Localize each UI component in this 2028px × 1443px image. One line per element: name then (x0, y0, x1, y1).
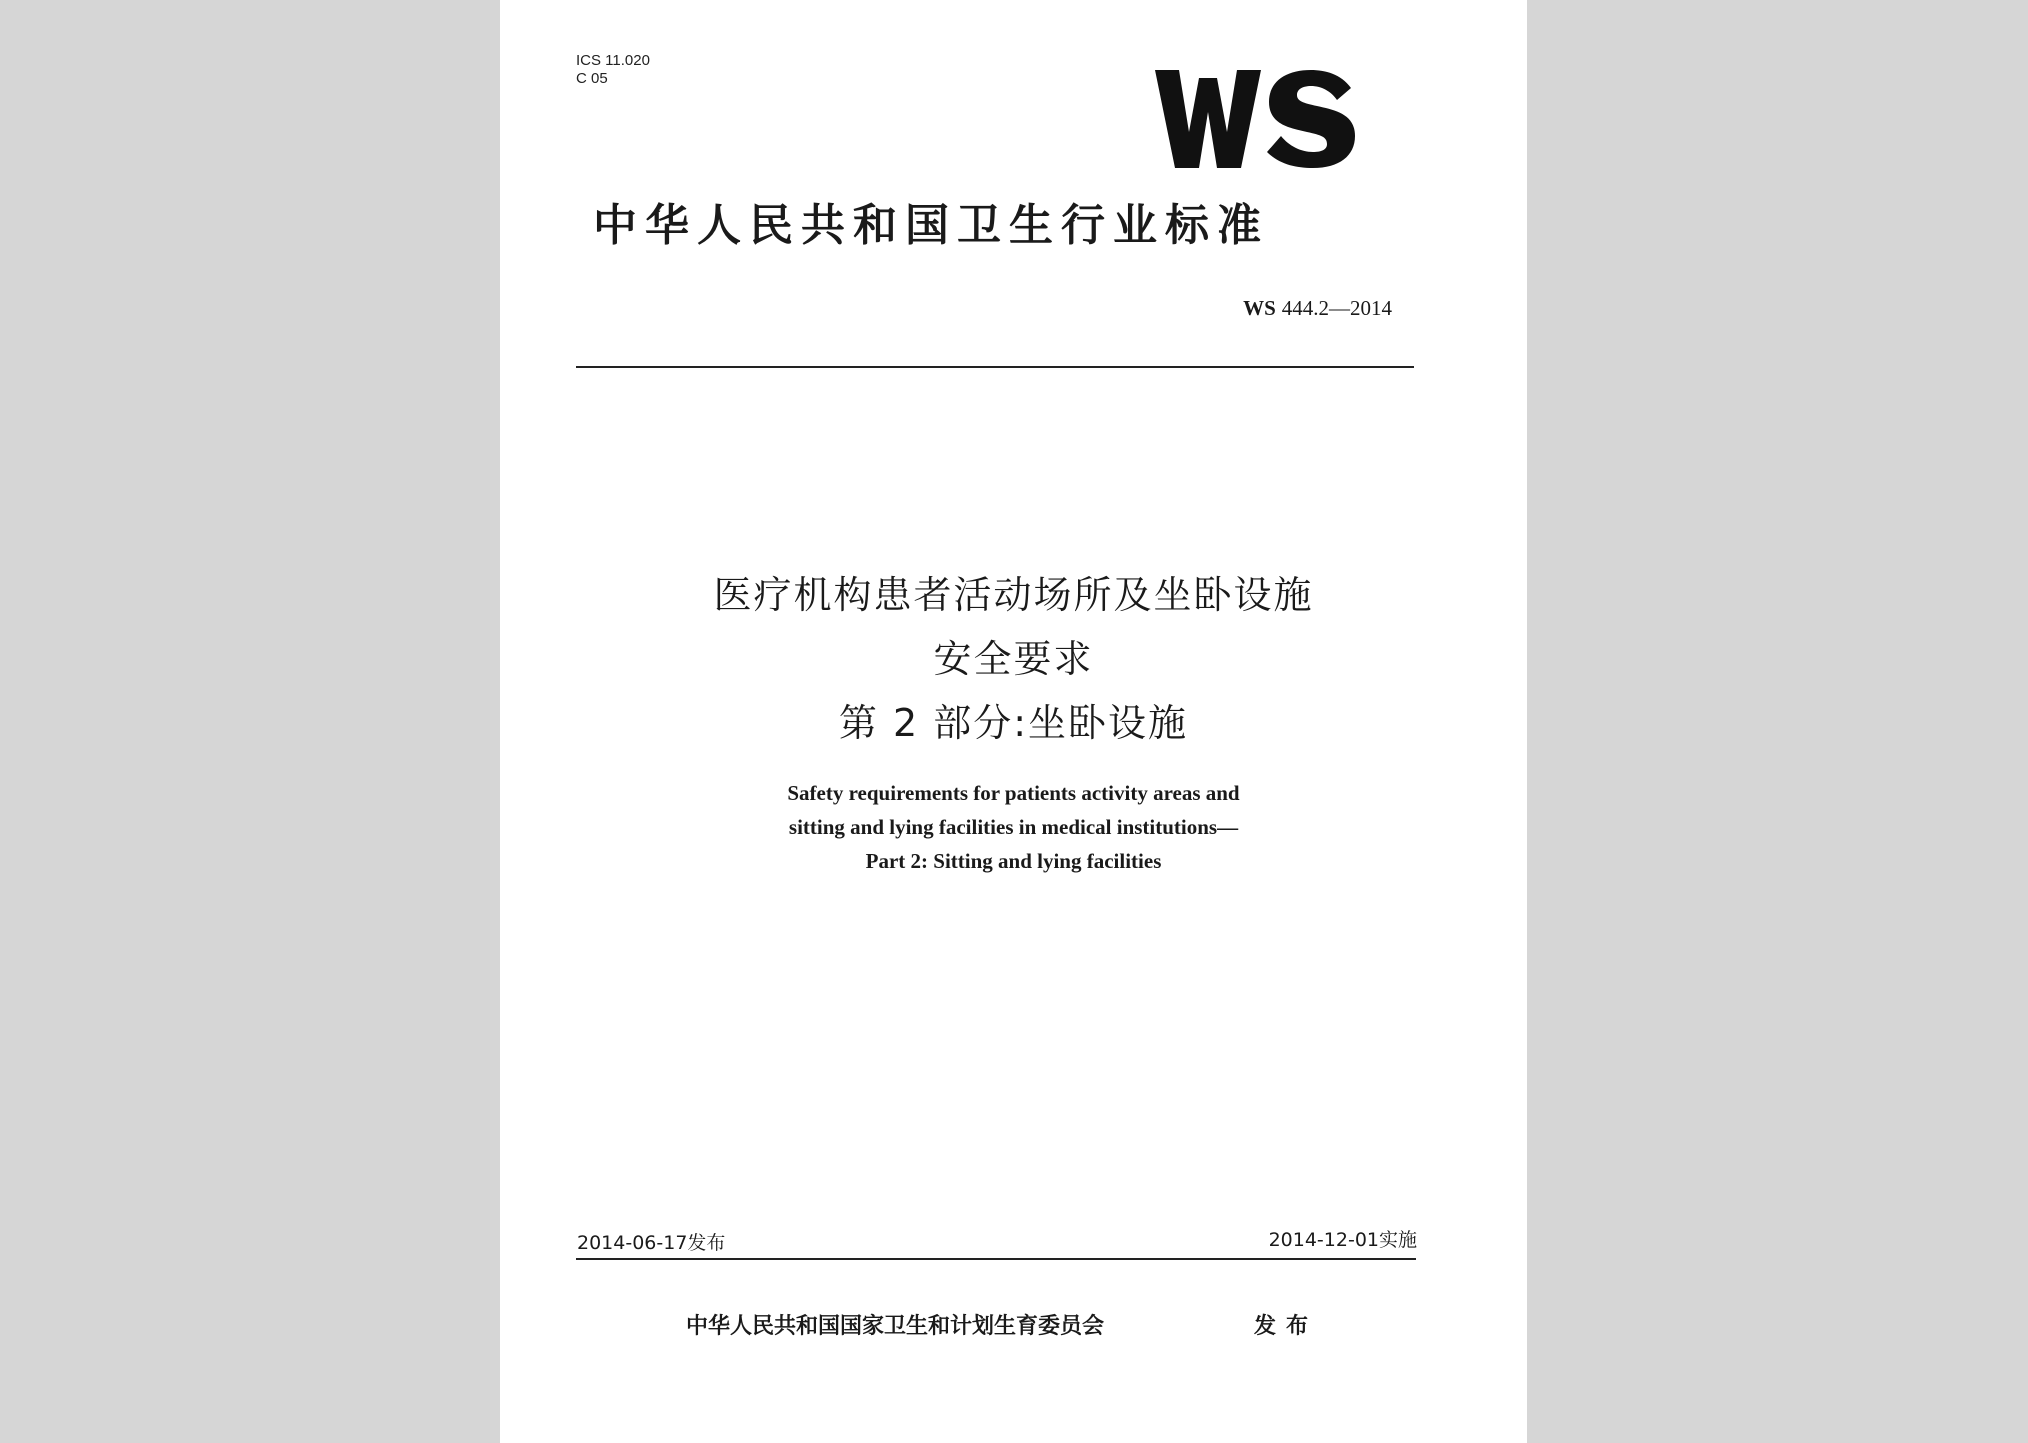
bottom-divider (576, 1258, 1416, 1260)
issue-date: 2014-06-17发布 (577, 1232, 726, 1254)
title-cn-line-2: 安全要求 (933, 637, 1094, 681)
implementation-date: 2014-12-01实施 (1268, 1229, 1417, 1251)
standard-number (1243, 296, 1392, 321)
publisher-name: 中华人民共和国国家卫生和计划生育委员会 (686, 1314, 1105, 1339)
title-en-line-3: Part 2: Sitting and lying facilities (865, 849, 1162, 873)
title-cn-line-1: 医疗机构患者活动场所及坐卧设施 (713, 573, 1314, 617)
publish-label: 发布 (1254, 1314, 1319, 1339)
title-en-line-2: sitting and lying facilities in medical institutions— (788, 815, 1239, 839)
ccs-code: C 05 (576, 70, 608, 87)
ws-logo-s (1267, 70, 1355, 168)
ws-logo (1155, 70, 1356, 168)
ws-logo-w (1155, 70, 1261, 168)
title-en-line-1: Safety requirements for patients activity areas and (787, 781, 1240, 805)
standard-category-title: 中华人民共和国卫生行业标准 (593, 200, 1269, 251)
standard-number-prefix: WS (1243, 296, 1276, 320)
document-page (500, 0, 1527, 1443)
title-cn-line-3: 第 2 部分:坐卧设施 (838, 701, 1189, 745)
top-divider (576, 366, 1414, 368)
standard-number-value: 444.2—2014 (1281, 296, 1392, 320)
classification-codes (576, 52, 650, 88)
ics-code: ICS 11.020 (576, 52, 650, 69)
